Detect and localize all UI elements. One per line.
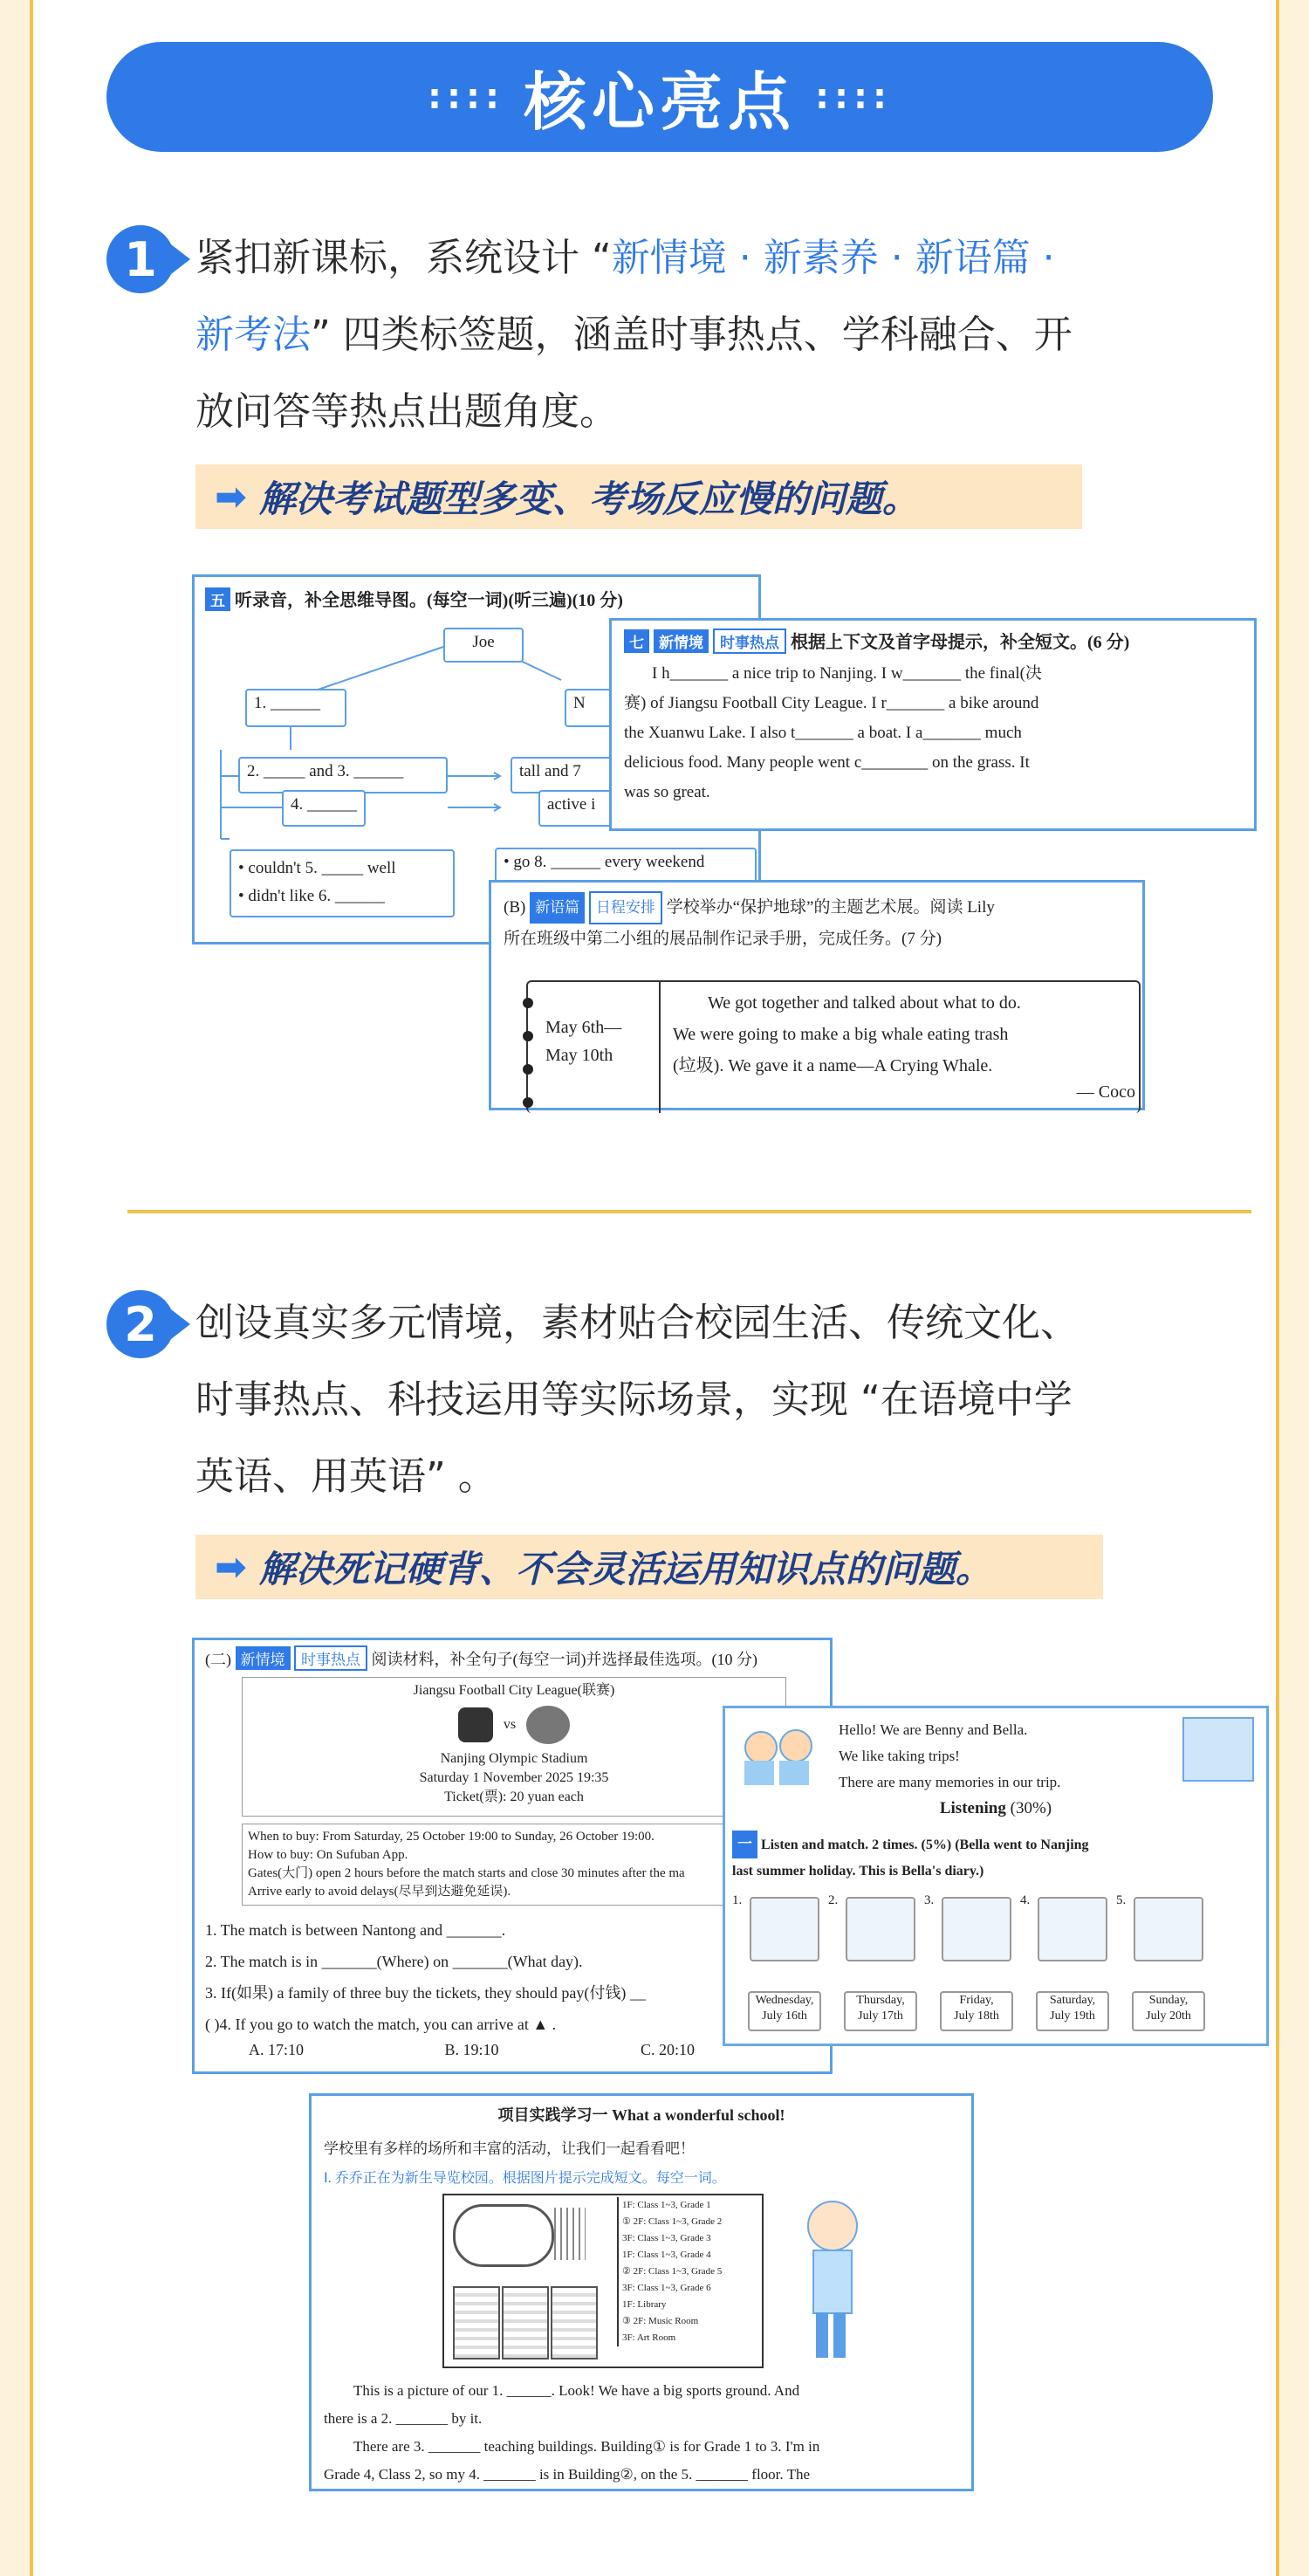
mind-map-box-right-4: • go 8. ______ every weekend <box>495 848 757 883</box>
diary-signature: — Coco <box>1076 1082 1135 1102</box>
football-label: (二) <box>205 1651 231 1668</box>
day-date: July 19th <box>1050 2009 1095 2023</box>
pic-number: 2. <box>828 1893 839 1907</box>
question-line: ( )4. If you go to watch the match, you can arrive at ▲ . <box>205 2016 557 2033</box>
cloze-line: delicious food. Many people went c________ on the grass. It <box>624 753 1030 772</box>
legend-line: ③ 2F: Music Room <box>622 2316 699 2326</box>
mind-map-title: 听录音，补全思维导图。(每空一词)(听三遍)(10 分) <box>235 591 623 610</box>
option: C. 20:10 <box>641 2041 696 2058</box>
mind-map-box-right-1: N <box>565 689 634 727</box>
diary-line: We got together and talked about what to do. <box>708 993 1021 1013</box>
section-banner <box>106 42 1213 152</box>
intro-line: We like taking trips! <box>839 1748 960 1764</box>
cloze-line: I h_______ a nice trip to Nanjing. I w_______ the final(决 <box>652 664 1042 683</box>
scene-picture <box>750 1897 819 1961</box>
team-logo-icon <box>526 1706 570 1744</box>
banner-title: 核心亮点 <box>523 65 796 139</box>
point-2-line3: 英语、用英语” 。 <box>195 1454 497 1499</box>
point-1-line2b: ” 四类标签题，涵盖时事热点、学科融合、开 <box>311 313 1073 357</box>
diary-date-end: May 10th <box>545 1046 613 1065</box>
diary-title-2: 所在班级中第二小组的展品制作记录手册，完成任务。(7 分) <box>504 930 942 948</box>
point-1-line2-highlight: 新考法 <box>195 313 311 357</box>
listening-task-2: last summer holiday. This is Bella's diary.) <box>732 1864 984 1879</box>
point-2-number-badge: 2 <box>106 1290 175 1358</box>
scene-picture <box>1134 1897 1203 1961</box>
point-2-line1: 创设真实多元情境，素材贴合校园生活、传统文化、 <box>195 1301 1079 1345</box>
poster-venue: Nanjing Olympic Stadium <box>440 1751 588 1766</box>
legend-line: 3F: Art Room <box>622 2332 676 2343</box>
day-date: July 17th <box>858 2009 903 2023</box>
sports-ground-icon <box>453 2204 554 2267</box>
mind-map-box-right-2: tall and 7 <box>511 757 615 793</box>
school-passage <box>324 2377 963 2489</box>
mind-map-item-6: • didn't like 6. ______ <box>238 887 385 905</box>
mind-map-box-right-3: active i <box>538 790 626 827</box>
section-divider <box>127 1210 1251 1213</box>
school-intro: 学校里有多样的场所和丰富的活动，让我们一起看看吧！ <box>324 2140 695 2157</box>
tag-new-text: 新语篇 <box>530 892 585 924</box>
point-1-line3: 放问答等热点出题角度。 <box>195 389 618 434</box>
day-box <box>940 1991 1013 2031</box>
building-icon <box>551 2286 598 2360</box>
qr-box-icon <box>1182 1717 1254 1782</box>
cloze-line: the Xuanwu Lake. I also t_______ a boat. I a_______ much <box>624 724 1022 742</box>
diary-date-start: May 6th— <box>545 1018 622 1037</box>
school-task: Ⅰ. 乔乔正在为新生导览校园。根据图片提示完成短文。每空一词。 <box>324 2171 726 2186</box>
legend-line: 1F: Class 1~3, Grade 1 <box>622 2200 711 2210</box>
pic-number: 1. <box>732 1893 743 1907</box>
legend-line: 3F: Class 1~3, Grade 6 <box>622 2283 711 2293</box>
football-questions <box>205 1914 695 2059</box>
day-date: July 16th <box>762 2009 807 2023</box>
cloze-title: 根据上下文及首字母提示，补全短文。(6 分) <box>791 633 1130 652</box>
cloze-line: 赛) of Jiangsu Football City League. I r_______ a bike around <box>624 694 1039 712</box>
point-1-line1-highlight: 新情境 · 新素养 · 新语篇 · <box>611 236 1055 280</box>
listening-heading: Listening <box>939 1799 1006 1817</box>
notebook-rings <box>517 991 538 1113</box>
question-line: 2. The match is in _______(Where) on _______(What day). <box>205 1953 583 1970</box>
poster-vs: vs <box>503 1716 517 1732</box>
banner-dots-left: :::: <box>428 77 504 117</box>
question-number-badge: 七 <box>624 629 649 653</box>
poster-title: Jiangsu Football City League(联赛) <box>413 1683 615 1698</box>
point-1-note <box>195 464 1082 529</box>
tag-current-events: 时事热点 <box>713 629 786 654</box>
option: B. 19:10 <box>444 2041 499 2058</box>
diary-title-1: 学校举办“保护地球”的主题艺术展。阅读 Lily <box>666 898 995 917</box>
question-line: 3. If(如果) a family of three buy the tickets, they should pay(付钱) __ <box>205 1984 646 2002</box>
kids-illustration <box>741 1726 814 1787</box>
content-panel <box>30 0 1279 2576</box>
mind-map-box-3: 4. ______ <box>282 790 366 827</box>
point-2-note <box>195 1535 1103 1599</box>
question-number-badge: 五 <box>205 587 230 611</box>
legend-line: ① 2F: Class 1~3, Grade 2 <box>622 2216 723 2227</box>
tag-schedule: 日程安排 <box>589 891 662 924</box>
passage-line: Grade 4, Class 2, so my 4. _______ is in Building②, on the 5. _______ floor. The <box>324 2466 811 2483</box>
arrow-right-icon: ➡ <box>215 474 247 519</box>
poster-ticket: Ticket(票): 20 yuan each <box>444 1789 584 1804</box>
tag-current-events: 时事热点 <box>294 1645 367 1671</box>
point-1-line1a: 紧扣新课标，系统设计 “ <box>195 236 612 280</box>
intro-line: Hello! We are Benny and Bella. <box>839 1721 1028 1738</box>
scene-picture <box>846 1897 915 1961</box>
day-name: Friday, <box>959 1994 994 2007</box>
poster-date: Saturday 1 November 2025 19:35 <box>419 1770 609 1785</box>
diary-notebook <box>526 980 1141 1113</box>
match-info <box>242 1824 786 1906</box>
school-legend <box>617 2197 765 2346</box>
banner-dots-right: :::: <box>815 77 892 117</box>
pool-icon <box>554 2208 586 2260</box>
school-card <box>309 2093 974 2491</box>
scene-picture <box>1038 1897 1107 1961</box>
diary-card <box>489 880 1145 1110</box>
team-logo-icon <box>458 1707 493 1742</box>
listening-percent: (30%) <box>1010 1799 1052 1817</box>
school-map <box>442 2194 764 2368</box>
building-icon <box>502 2286 549 2360</box>
info-line: Gates(大门) open 2 hours before the match starts and close 30 minutes after the ma <box>248 1866 685 1880</box>
listening-match-grid <box>732 1893 1256 2042</box>
mind-map-item-5: • couldn't 5. _____ well <box>238 859 396 877</box>
question-number-badge: 一 <box>732 1831 757 1858</box>
legend-line: 1F: Library <box>622 2299 667 2310</box>
diary-line: We were going to make a big whale eating trash <box>673 1025 1009 1044</box>
point-1-number-badge: 1 <box>106 225 175 293</box>
passage-line: This is a picture of our 1. ______. Look! We have a big sports ground. And <box>353 2382 800 2399</box>
day-box <box>844 1991 917 2031</box>
diary-label: (B) <box>504 898 526 917</box>
day-name: Saturday, <box>1049 1994 1096 2007</box>
cloze-card <box>609 618 1257 831</box>
mind-map-box-2: 2. _____ and 3. ______ <box>238 757 448 793</box>
point-2-line2: 时事热点、科技运用等实际场景，实现 “在语境中学 <box>195 1377 1073 1422</box>
diary-line: (垃圾). We gave it a name—A Crying Whale. <box>673 1056 993 1075</box>
match-poster <box>242 1677 786 1817</box>
intro-line: There are many memories in our trip. <box>839 1774 1061 1790</box>
listening-task: Listen and match. 2 times. (5%) (Bella went to Nanjing <box>761 1838 1089 1852</box>
cloze-line: was so great. <box>624 783 710 801</box>
pic-number: 3. <box>924 1893 935 1907</box>
question-line: 1. The match is between Nantong and _______. <box>205 1921 506 1939</box>
point-1-text <box>195 220 1243 450</box>
day-name: Thursday, <box>856 1994 905 2007</box>
mind-map-root: Joe <box>443 628 524 663</box>
option: A. 17:10 <box>249 2041 304 2058</box>
pic-number: 4. <box>1020 1893 1031 1907</box>
legend-line: 1F: Class 1~3, Grade 4 <box>622 2250 711 2260</box>
legend-line: 3F: Class 1~3, Grade 3 <box>622 2233 711 2243</box>
info-line: When to buy: From Saturday, 25 October 19:00 to Sunday, 26 October 19:00. <box>248 1830 654 1844</box>
day-name: Sunday, <box>1148 1994 1189 2007</box>
day-box <box>748 1991 821 2031</box>
passage-line: There are 3. _______ teaching buildings. Building① is for Grade 1 to 3. I'm in <box>353 2438 820 2455</box>
legend-line: ② 2F: Class 1~3, Grade 5 <box>622 2266 723 2277</box>
day-box <box>1036 1991 1109 2031</box>
tag-new-context: 新情境 <box>236 1646 291 1670</box>
day-box <box>1132 1991 1205 2031</box>
pic-number: 5. <box>1116 1893 1127 1907</box>
point-2-text <box>195 1285 1243 1515</box>
point-1-note-text: 解决考试题型多变、考场反应慢的问题。 <box>258 477 919 520</box>
mind-map-box-4 <box>230 849 455 917</box>
mind-map-box-1: 1. ______ <box>245 689 346 727</box>
passage-line: there is a 2. _______ by it. <box>324 2410 483 2427</box>
arrow-right-icon: ➡ <box>215 1544 247 1590</box>
point-2-note-text: 解决死记硬背、不会灵活运用知识点的问题。 <box>258 1548 992 1590</box>
football-title: 阅读材料，补全句子(每空一词)并选择最佳选项。(10 分) <box>371 1651 757 1668</box>
day-date: July 20th <box>1146 2009 1191 2023</box>
info-line: How to buy: On Sufuban App. <box>248 1848 408 1862</box>
day-name: Wednesday, <box>755 1994 814 2007</box>
info-line: Arrive early to avoid delays(尽早到达避免延误). <box>248 1885 511 1899</box>
listening-card <box>723 1706 1269 2046</box>
boy-illustration <box>800 2201 861 2366</box>
building-icon <box>453 2286 500 2360</box>
day-date: July 18th <box>954 2009 999 2023</box>
scene-picture <box>942 1897 1011 1961</box>
tag-new-context: 新情境 <box>654 629 709 653</box>
school-heading: 项目实践学习一 What a wonderful school! <box>497 2106 785 2124</box>
